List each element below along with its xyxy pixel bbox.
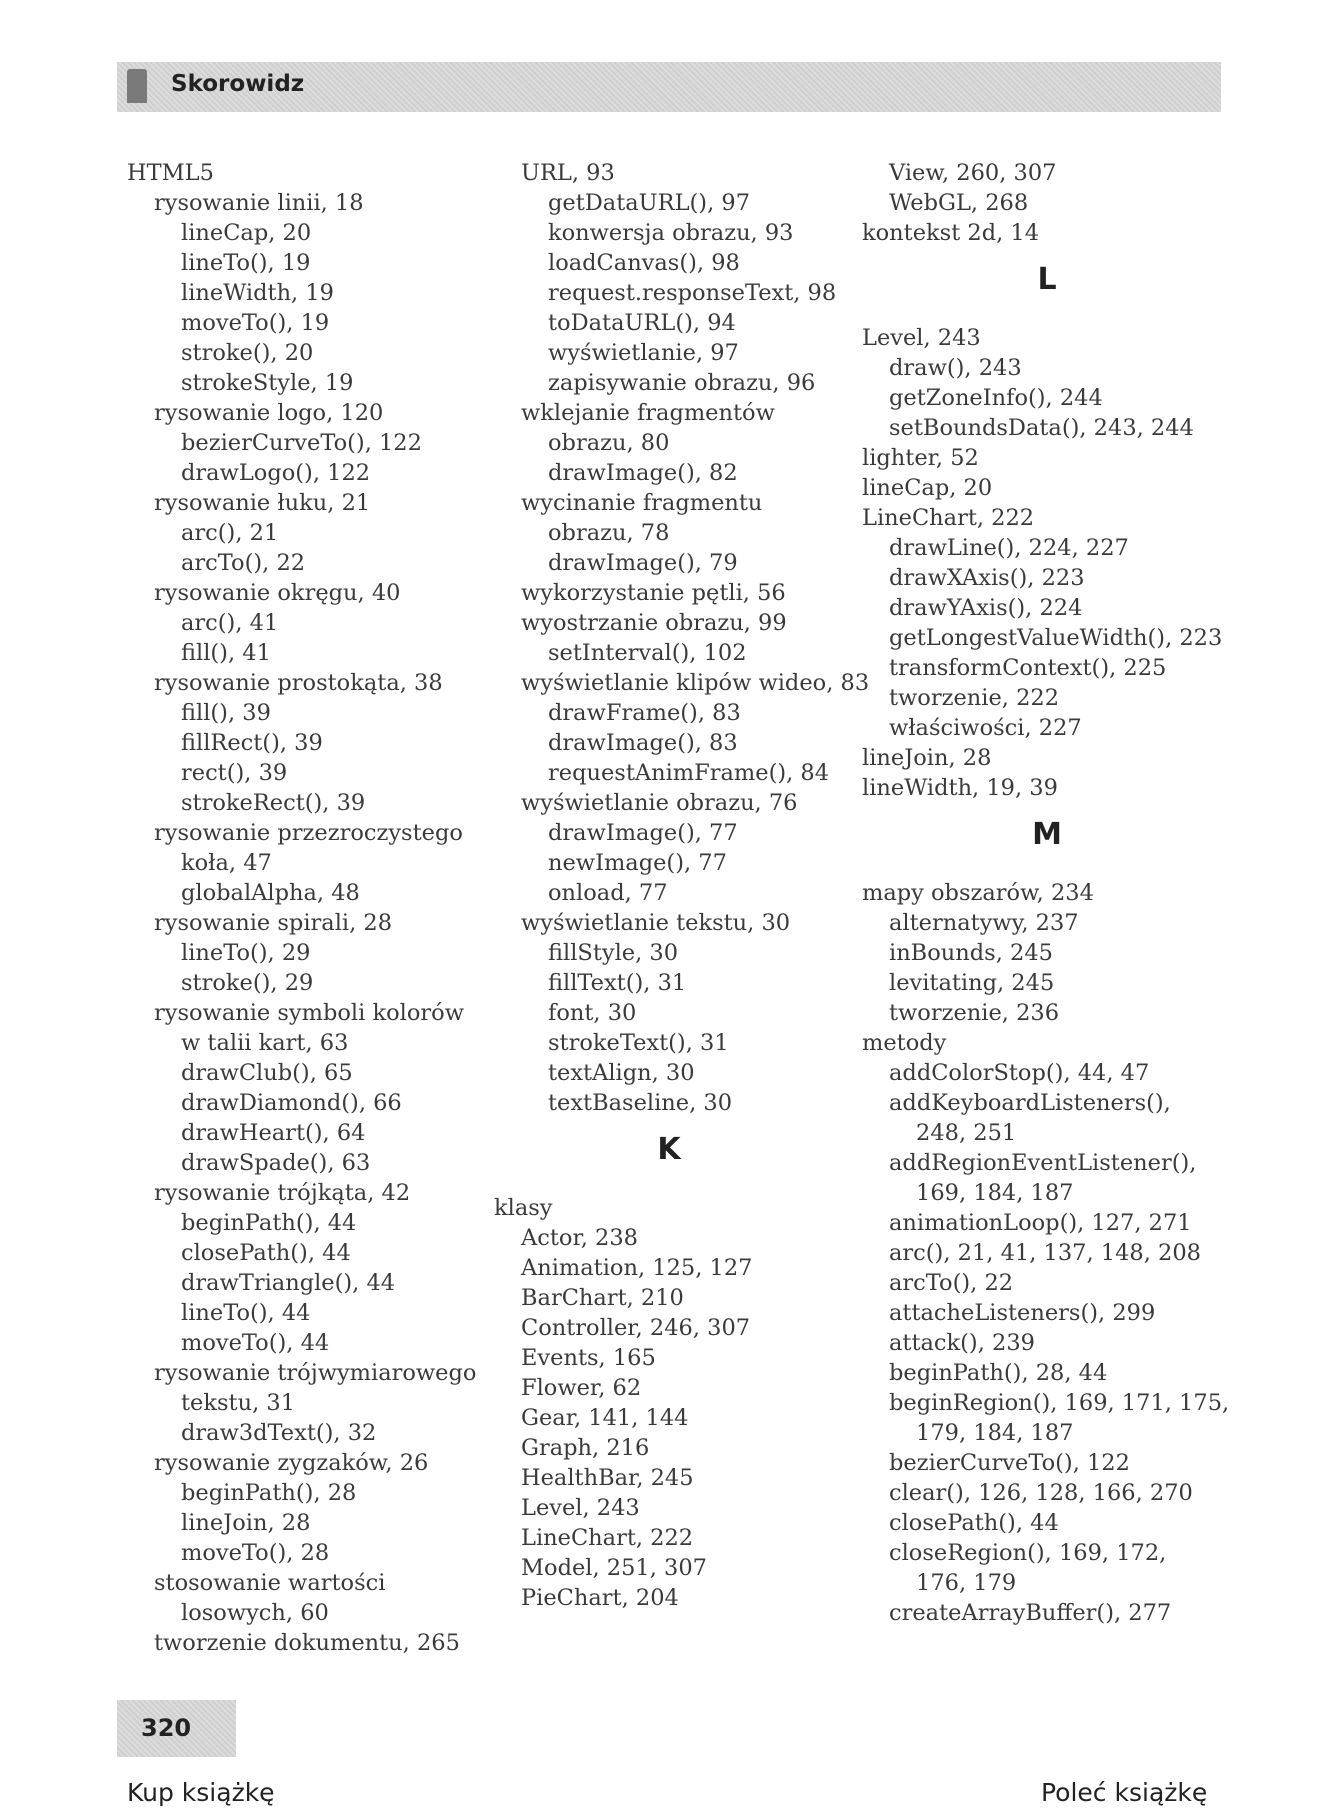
running-header <box>117 62 1221 112</box>
index-entry: Graph, 216 <box>521 1435 650 1461</box>
index-entry: drawTriangle(), 44 <box>181 1270 396 1296</box>
index-entry: lineCap, 20 <box>862 475 993 501</box>
index-entry: rysowanie trójwymiarowego <box>154 1360 477 1386</box>
header-tab-marker <box>127 69 147 103</box>
index-entry: wyświetlanie tekstu, 30 <box>521 910 791 936</box>
index-entry: rysowanie trójkąta, 42 <box>154 1180 411 1206</box>
index-entry: fill(), 41 <box>181 640 271 666</box>
index-entry: rysowanie spirali, 28 <box>154 910 393 936</box>
recommend-book-link[interactable]: Poleć książkę <box>1041 1778 1208 1807</box>
index-entry: fillText(), 31 <box>548 970 687 996</box>
index-column-3 <box>862 158 1232 1628</box>
index-entry: HealthBar, 245 <box>521 1465 694 1491</box>
index-entry: arcTo(), 22 <box>889 1270 1014 1296</box>
index-entry: getDataURL(), 97 <box>548 190 751 216</box>
index-entry: fillRect(), 39 <box>181 730 323 756</box>
index-entry: newImage(), 77 <box>548 850 727 876</box>
index-entry: metody <box>862 1030 947 1056</box>
index-entry: globalAlpha, 48 <box>181 880 360 906</box>
index-entry: loadCanvas(), 98 <box>548 250 740 276</box>
index-entry: rysowanie przezroczystego <box>154 820 463 846</box>
index-entry: WebGL, 268 <box>889 190 1029 216</box>
index-entry: lineCap, 20 <box>181 220 312 246</box>
index-entry: Events, 165 <box>521 1345 656 1371</box>
index-entry: wycinanie fragmentu <box>521 490 763 516</box>
index-entry: Gear, 141, 144 <box>521 1405 689 1431</box>
index-entry: closePath(), 44 <box>181 1240 351 1266</box>
index-entry: animationLoop(), 127, 271 <box>889 1210 1192 1236</box>
index-entry: Level, 243 <box>862 325 981 351</box>
index-entry: clear(), 126, 128, 166, 270 <box>889 1480 1193 1506</box>
header-title: Skorowidz <box>171 71 305 97</box>
index-entry: fill(), 39 <box>181 700 271 726</box>
index-entry: URL, 93 <box>521 160 615 186</box>
index-entry: drawLine(), 224, 227 <box>889 535 1129 561</box>
index-entry: transformContext(), 225 <box>889 655 1167 681</box>
index-entry: lineTo(), 44 <box>181 1300 311 1326</box>
index-entry: klasy <box>494 1195 553 1221</box>
index-entry: attack(), 239 <box>889 1330 1035 1356</box>
section-letter-heading: K <box>657 1132 681 1167</box>
index-entry: drawLogo(), 122 <box>181 460 371 486</box>
index-entry: PieChart, 204 <box>521 1585 679 1611</box>
index-entry: drawYAxis(), 224 <box>889 595 1083 621</box>
index-entry: onload, 77 <box>548 880 668 906</box>
index-entry: drawImage(), 77 <box>548 820 738 846</box>
index-entry: moveTo(), 28 <box>181 1540 330 1566</box>
index-entry: arc(), 21 <box>181 520 279 546</box>
index-entry: strokeStyle, 19 <box>181 370 354 396</box>
index-entry: lineTo(), 19 <box>181 250 311 276</box>
index-entry: tworzenie dokumentu, 265 <box>154 1630 460 1656</box>
index-entry: zapisywanie obrazu, 96 <box>548 370 816 396</box>
index-entry: Model, 251, 307 <box>521 1555 707 1581</box>
index-entry: getZoneInfo(), 244 <box>889 385 1103 411</box>
index-entry: drawFrame(), 83 <box>548 700 741 726</box>
index-entry: draw3dText(), 32 <box>181 1420 377 1446</box>
index-entry: strokeRect(), 39 <box>181 790 366 816</box>
index-entry: mapy obszarów, 234 <box>862 880 1094 906</box>
index-entry: lineWidth, 19 <box>181 280 334 306</box>
buy-book-link[interactable]: Kup książkę <box>127 1778 275 1807</box>
index-entry: drawImage(), 79 <box>548 550 738 576</box>
index-entry: rysowanie prostokąta, 38 <box>154 670 443 696</box>
index-entry: rysowanie zygzaków, 26 <box>154 1450 429 1476</box>
index-entry: drawXAxis(), 223 <box>889 565 1085 591</box>
index-entry: 248, 251 <box>916 1120 1017 1146</box>
index-entry: font, 30 <box>548 1000 637 1026</box>
index-entry: drawDiamond(), 66 <box>181 1090 402 1116</box>
index-column-2 <box>494 158 870 1613</box>
index-entry: wyświetlanie, 97 <box>548 340 739 366</box>
index-entry: strokeText(), 31 <box>548 1030 729 1056</box>
index-entry: View, 260, 307 <box>889 160 1057 186</box>
index-entry: draw(), 243 <box>889 355 1022 381</box>
index-entry: stroke(), 29 <box>181 970 314 996</box>
index-entry: rect(), 39 <box>181 760 288 786</box>
index-entry: obrazu, 78 <box>548 520 670 546</box>
index-entry: drawImage(), 82 <box>548 460 738 486</box>
index-entry: inBounds, 245 <box>889 940 1053 966</box>
index-entry: Level, 243 <box>521 1495 640 1521</box>
index-entry: w talii kart, 63 <box>181 1030 349 1056</box>
index-entry: wyostrzanie obrazu, 99 <box>521 610 787 636</box>
index-entry: moveTo(), 19 <box>181 310 330 336</box>
index-entry: wykorzystanie pętli, 56 <box>521 580 786 606</box>
index-entry: tworzenie, 222 <box>889 685 1060 711</box>
index-entry: textAlign, 30 <box>548 1060 695 1086</box>
index-entry: HTML5 <box>127 160 214 186</box>
index-entry: rysowanie logo, 120 <box>154 400 384 426</box>
index-entry: losowych, 60 <box>181 1600 329 1626</box>
index-entry: rysowanie łuku, 21 <box>154 490 371 516</box>
index-entry: beginPath(), 28 <box>181 1480 357 1506</box>
index-entry: closeRegion(), 169, 172, <box>889 1540 1167 1566</box>
index-entry: drawSpade(), 63 <box>181 1150 371 1176</box>
index-entry: wyświetlanie klipów wideo, 83 <box>521 670 870 696</box>
index-entry: wklejanie fragmentów <box>521 400 775 426</box>
index-column-1 <box>127 158 497 1658</box>
index-entry: LineChart, 222 <box>862 505 1035 531</box>
index-entry: request.responseText, 98 <box>548 280 837 306</box>
index-entry: tekstu, 31 <box>181 1390 296 1416</box>
index-entry: alternatywy, 237 <box>889 910 1079 936</box>
index-entry: drawImage(), 83 <box>548 730 738 756</box>
index-entry: closePath(), 44 <box>889 1510 1059 1536</box>
index-entry: levitating, 245 <box>889 970 1055 996</box>
index-entry: stroke(), 20 <box>181 340 314 366</box>
index-entry: 169, 184, 187 <box>916 1180 1074 1206</box>
index-entry: setInterval(), 102 <box>548 640 747 666</box>
index-entry: arcTo(), 22 <box>181 550 306 576</box>
index-entry: arc(), 21, 41, 137, 148, 208 <box>889 1240 1201 1266</box>
index-entry: rysowanie linii, 18 <box>154 190 364 216</box>
index-entry: setBoundsData(), 243, 244 <box>889 415 1194 441</box>
index-entry: Animation, 125, 127 <box>521 1255 753 1281</box>
index-entry: tworzenie, 236 <box>889 1000 1060 1026</box>
index-entry: bezierCurveTo(), 122 <box>181 430 422 456</box>
index-entry: fillStyle, 30 <box>548 940 679 966</box>
index-entry: właściwości, 227 <box>889 715 1082 741</box>
index-entry: toDataURL(), 94 <box>548 310 736 336</box>
index-entry: koła, 47 <box>181 850 272 876</box>
index-entry: drawHeart(), 64 <box>181 1120 366 1146</box>
index-entry: lineJoin, 28 <box>181 1510 311 1536</box>
index-entry: 176, 179 <box>916 1570 1017 1596</box>
index-entry: beginPath(), 28, 44 <box>889 1360 1108 1386</box>
index-entry: rysowanie symboli kolorów <box>154 1000 464 1026</box>
index-entry: drawClub(), 65 <box>181 1060 353 1086</box>
index-entry: lineJoin, 28 <box>862 745 992 771</box>
index-entry: lighter, 52 <box>862 445 979 471</box>
index-entry: arc(), 41 <box>181 610 279 636</box>
index-entry: 179, 184, 187 <box>916 1420 1074 1446</box>
index-entry: requestAnimFrame(), 84 <box>548 760 830 786</box>
index-entry: BarChart, 210 <box>521 1285 684 1311</box>
index-entry: konwersja obrazu, 93 <box>548 220 794 246</box>
index-entry: beginRegion(), 169, 171, 175, <box>889 1390 1230 1416</box>
index-entry: createArrayBuffer(), 277 <box>889 1600 1172 1626</box>
index-entry: kontekst 2d, 14 <box>862 220 1040 246</box>
index-entry: beginPath(), 44 <box>181 1210 357 1236</box>
index-entry: addKeyboardListeners(), <box>889 1090 1171 1116</box>
index-entry: Controller, 246, 307 <box>521 1315 751 1341</box>
index-entry: textBaseline, 30 <box>548 1090 733 1116</box>
index-entry: addRegionEventListener(), <box>889 1150 1197 1176</box>
index-entry: Actor, 238 <box>521 1225 638 1251</box>
page-number: 320 <box>141 1714 192 1742</box>
index-entry: getLongestValueWidth(), 223 <box>889 625 1223 651</box>
index-entry: attacheListeners(), 299 <box>889 1300 1156 1326</box>
index-entry: LineChart, 222 <box>521 1525 694 1551</box>
index-entry: moveTo(), 44 <box>181 1330 330 1356</box>
index-entry: lineTo(), 29 <box>181 940 311 966</box>
index-entry: obrazu, 80 <box>548 430 670 456</box>
index-entry: addColorStop(), 44, 47 <box>889 1060 1150 1086</box>
index-entry: lineWidth, 19, 39 <box>862 775 1058 801</box>
index-entry: wyświetlanie obrazu, 76 <box>521 790 798 816</box>
index-entry: rysowanie okręgu, 40 <box>154 580 401 606</box>
index-entry: Flower, 62 <box>521 1375 642 1401</box>
index-entry: bezierCurveTo(), 122 <box>889 1450 1130 1476</box>
section-letter-heading: M <box>1032 817 1062 852</box>
page-number-box <box>117 1700 236 1757</box>
section-letter-heading: L <box>1037 262 1057 297</box>
index-entry: stosowanie wartości <box>154 1570 386 1596</box>
